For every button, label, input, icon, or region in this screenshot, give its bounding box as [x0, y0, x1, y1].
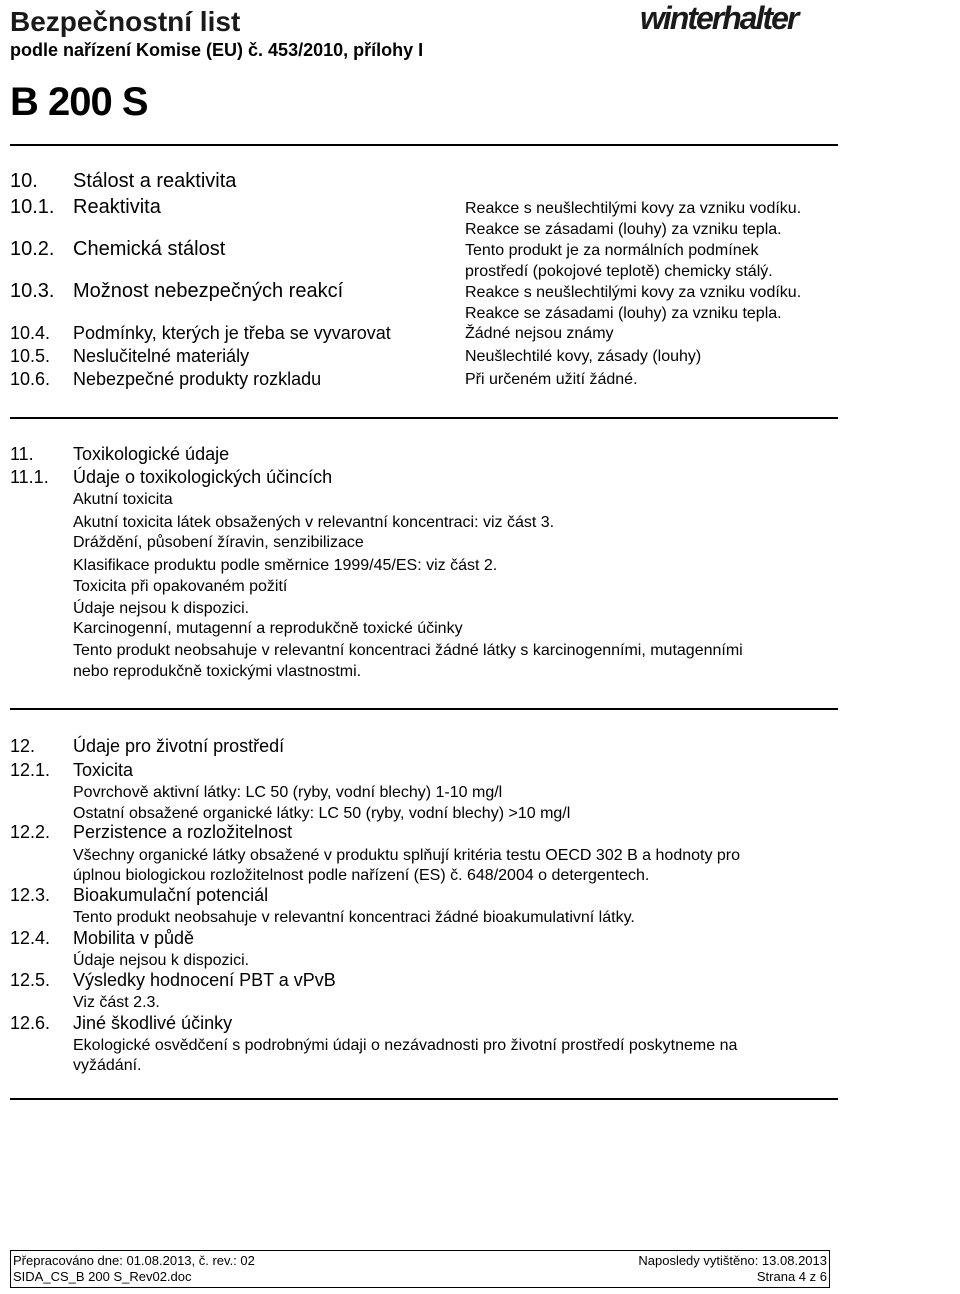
- block-heading: Dráždění, působení žíravin, senzibilizace: [73, 534, 364, 551]
- subsection-label: Perzistence a rozložitelnost: [73, 822, 293, 842]
- subsection-number: 10.3.: [10, 280, 55, 302]
- block-text: Ekologické osvědčení s podrobnými údaji o nezávadnosti pro životní prostředí poskytneme na: [73, 1037, 738, 1054]
- section-number: 10.: [10, 170, 38, 192]
- block-text: úplnou biologickou rozložitelnost podle nařízení (ES) č. 648/2004 o detergentech.: [73, 867, 650, 884]
- value-line: Žádné nejsou známy: [465, 325, 614, 342]
- subsection-number: 12.5.: [10, 970, 51, 990]
- block-text: Všechny organické látky obsažené v produktu splňují kritéria testu OECD 302 B a hodnoty pro: [73, 847, 741, 864]
- product-name: B 200 S: [10, 80, 148, 124]
- file-name: SIDA_CS_B 200 S_Rev02.doc: [13, 1269, 192, 1284]
- block-text: Klasifikace produktu podle směrnice 1999/45/ES: viz část 2.: [73, 557, 498, 574]
- value-line: Reakce s neušlechtilými kovy za vzniku vodíku.: [465, 284, 802, 301]
- subsection-label: Reaktivita: [73, 196, 161, 218]
- page-number: Strana 4 z 6: [756, 1269, 827, 1284]
- value-line: Reakce s neušlechtilými kovy za vzniku vodíku.: [465, 200, 802, 217]
- subsection-number: 12.4.: [10, 928, 51, 948]
- value-line: Neušlechtilé kovy, zásady (louhy): [465, 348, 702, 365]
- block-text: Údaje nejsou k dispozici.: [73, 600, 250, 617]
- block-text: Ostatní obsažené organické látky: LC 50 (ryby, vodní blechy) >10 mg/l: [73, 805, 571, 822]
- block-heading: Akutní toxicita: [73, 491, 173, 508]
- block-heading: Karcinogenní, mutagenní a reprodukčně toxické účinky: [73, 620, 463, 637]
- block-text: Akutní toxicita látek obsažených v relevantní koncentraci: viz část 3.: [73, 514, 555, 531]
- subsection-number: 10.4.: [10, 323, 51, 343]
- revision-info: Přepracováno dne: 01.08.2013, č. rev.: 02: [13, 1253, 255, 1268]
- header-divider: [10, 144, 838, 146]
- section-number: 12.: [10, 736, 36, 756]
- subsection-label: Mobilita v půdě: [73, 928, 195, 948]
- subsection-number: 12.6.: [10, 1013, 51, 1033]
- subsection-label: Bioakumulační potenciál: [73, 885, 269, 905]
- section-divider: [10, 1098, 838, 1100]
- value-line: Při určeném užití žádné.: [465, 371, 638, 388]
- section-divider: [10, 417, 838, 419]
- value-line: Reakce se zásadami (louhy) za vzniku tepla.: [465, 221, 782, 238]
- block-text: nebo reprodukčně toxickými vlastnostmi.: [73, 663, 362, 680]
- page-footer: [10, 1250, 830, 1288]
- subsection-label: Možnost nebezpečných reakcí: [73, 280, 344, 302]
- section-title: Stálost a reaktivita: [73, 170, 237, 192]
- section-title: Údaje pro životní prostředí: [73, 736, 285, 756]
- block-heading: Toxicita při opakovaném požití: [73, 578, 288, 595]
- section-divider: [10, 708, 838, 710]
- subsection-number: 10.2.: [10, 238, 55, 260]
- value-line: Reakce se zásadami (louhy) za vzniku tepla.: [465, 305, 782, 322]
- subsection-label: Údaje o toxikologických účincích: [73, 467, 333, 487]
- subsection-label: Neslučitelné materiály: [73, 346, 250, 366]
- subsection-number: 10.5.: [10, 346, 51, 366]
- document-subtitle: podle nařízení Komise (EU) č. 453/2010, přílohy I: [10, 40, 424, 60]
- subsection-number: 10.1.: [10, 196, 55, 218]
- subsection-label: Jiné škodlivé účinky: [73, 1013, 233, 1033]
- block-text: Viz část 2.3.: [73, 994, 160, 1011]
- section-title: Toxikologické údaje: [73, 444, 230, 464]
- subsection-number: 11.1.: [10, 467, 49, 487]
- block-text: vyžádání.: [73, 1057, 142, 1074]
- brand-logo: winterhalter: [640, 0, 798, 36]
- block-text: Povrchově aktivní látky: LC 50 (ryby, vodní blechy) 1-10 mg/l: [73, 784, 503, 801]
- value-line: prostředí (pokojové teplotě) chemicky stálý.: [465, 263, 773, 280]
- subsection-label: Podmínky, kterých je třeba se vyvarovat: [73, 323, 391, 343]
- print-date: Naposledy vytištěno: 13.08.2013: [638, 1253, 827, 1268]
- subsection-label: Chemická stálost: [73, 238, 226, 260]
- block-text: Tento produkt neobsahuje v relevantní koncentraci žádné látky s karcinogenními, mutagenními: [73, 642, 743, 659]
- block-text: Údaje nejsou k dispozici.: [73, 952, 250, 969]
- subsection-number: 12.3.: [10, 885, 51, 905]
- section-number: 11.: [10, 444, 34, 464]
- subsection-label: Výsledky hodnocení PBT a vPvB: [73, 970, 336, 990]
- value-line: Tento produkt je za normálních podmínek: [465, 242, 759, 259]
- document-title: Bezpečnostní list: [10, 6, 241, 37]
- block-text: Tento produkt neobsahuje v relevantní koncentraci žádné bioakumulativní látky.: [73, 909, 635, 926]
- subsection-number: 10.6.: [10, 369, 51, 389]
- subsection-label: Nebezpečné produkty rozkladu: [73, 369, 322, 389]
- subsection-number: 12.2.: [10, 822, 51, 842]
- subsection-number: 12.1.: [10, 760, 51, 780]
- subsection-label: Toxicita: [73, 760, 134, 780]
